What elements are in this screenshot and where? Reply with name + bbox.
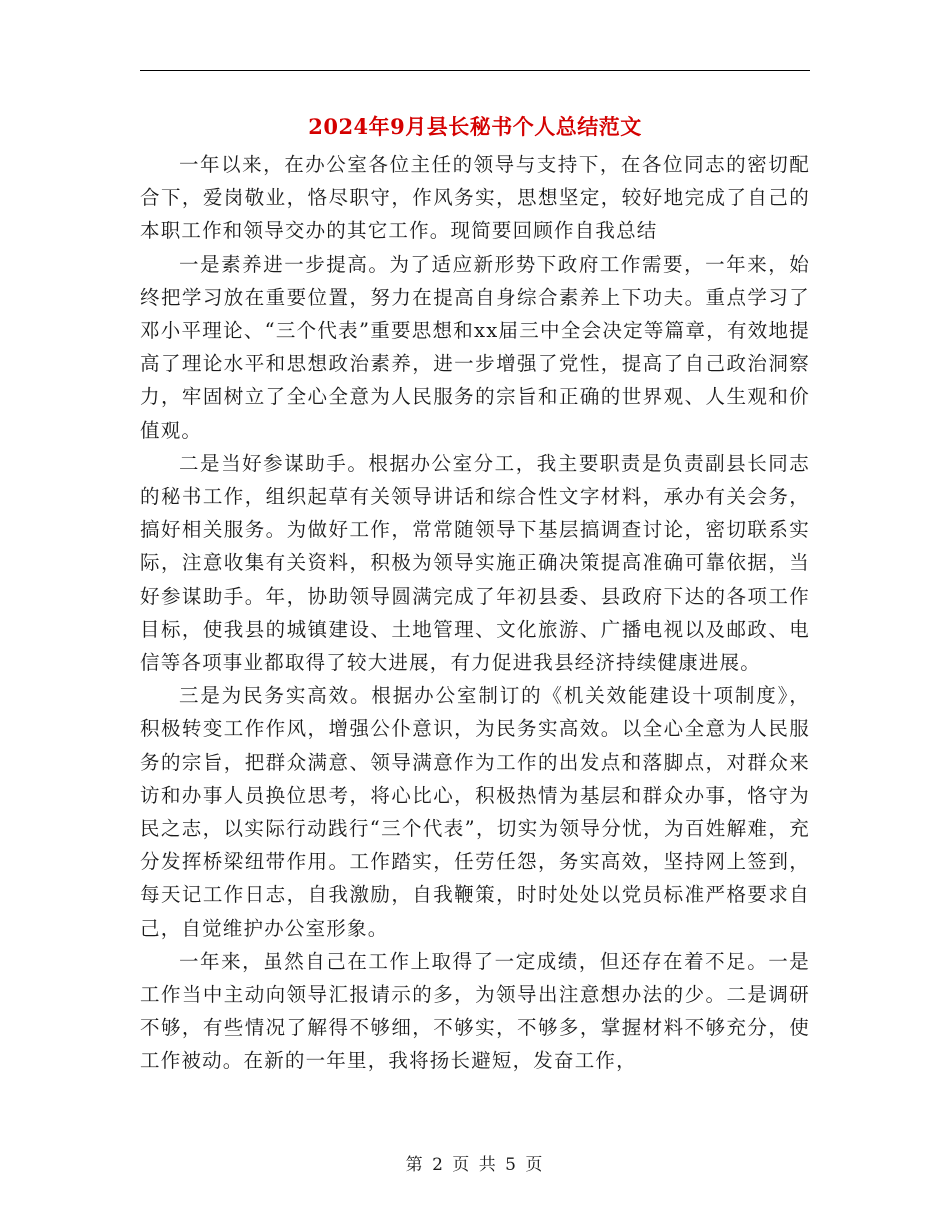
paragraph-shortcomings: 一年来，虽然自己在工作上取得了一定成绩，但还存在着不足。一是工作当中主动向领导汇报请示的多，为领导出注意想办法的少。二是调研不够，有些情况了解得不够细，不够实，不够多，掌握材料不够充分，使工作被动。在新的一年里，我将扬长避短，发奋工作， xyxy=(140,949,810,1073)
header-rule xyxy=(140,70,810,71)
paragraph-service: 三是为民务实高效。根据办公室制订的《机关效能建设十项制度》，积极转变工作作风，增强公仆意识，为民务实高效。以全心全意为人民服务的宗旨，把群众满意、领导满意作为工作的出发点和落脚点，对群众来访和办事人员换位思考，将心比心，积极热情为基层和群众办事，恪守为民之志，以实际行动践行“三个代表”，切实为领导分忧，为百姓解难，充分发挥桥梁纽带作用。工作踏实，任劳任怨，务实高效，坚持网上签到，每天记工作日志，自我激励，自我鞭策，时时处处以党员标准严格要求自己，自觉维护办公室形象。 xyxy=(140,684,810,940)
paragraph-intro: 一年以来，在办公室各位主任的领导与支持下，在各位同志的密切配合下，爱岗敬业，恪尽职守，作风务实，思想坚定，较好地完成了自己的本职工作和领导交办的其它工作。现简要回顾作自我总结 xyxy=(140,153,810,243)
document-body xyxy=(140,148,810,1078)
paragraph-quality: 一是素养进一步提高。为了适应新形势下政府工作需要，一年来，始终把学习放在重要位置，努力在提高自身综合素养上下功夫。重点学习了邓小平理论、“三个代表”重要思想和xx届三中全会决定等篇章，有效地提高了理论水平和思想政治素养，进一步增强了党性，提高了自己政治洞察力，牢固树立了全心全意为人民服务的宗旨和正确的世界观、人生观和价值观。 xyxy=(140,252,810,442)
document-title: 2024年9月县长秘书个人总结范文 xyxy=(308,114,642,139)
page-number: 第 2 页 共 5 页 xyxy=(405,1155,545,1175)
paragraph-advisor: 二是当好参谋助手。根据办公室分工，我主要职责是负责副县长同志的秘书工作，组织起草有关领导讲话和综合性文字材料，承办有关会务，搞好相关服务。为做好工作，常常随领导下基层搞调查讨论，密切联系实际，注意收集有关资料，积极为领导实施正确决策提高准确可靠依据，当好参谋助手。年，协助领导圆满完成了年初县委、县政府下达的各项工作目标，使我县的城镇建设、土地管理、文化旅游、广播电视以及邮政、电信等各项事业都取得了较大进展，有力促进我县经济持续健康进展。 xyxy=(140,451,810,675)
